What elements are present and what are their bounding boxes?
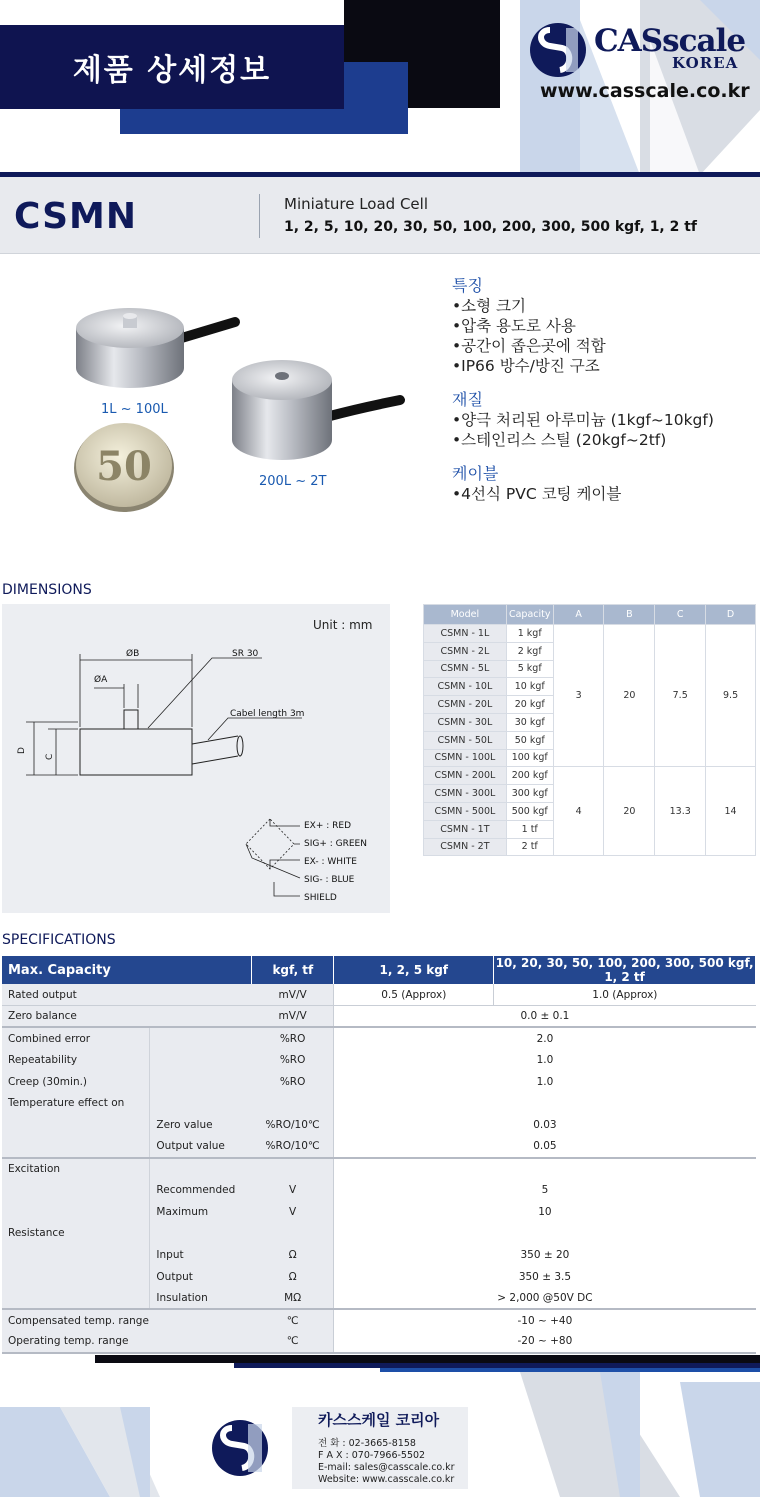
- spec-unit: V: [252, 1179, 334, 1201]
- footer-email[interactable]: E-mail: sales@casscale.co.kr: [318, 1462, 455, 1473]
- spec-row-zero-balance: [2, 1006, 756, 1028]
- spec-value: 0.05: [334, 1136, 756, 1158]
- feature-item: •소형 크기: [452, 297, 526, 315]
- spec-row-oper-temp: [2, 1331, 756, 1353]
- col-d: D: [706, 605, 756, 625]
- cable-heading: 케이블: [452, 464, 499, 483]
- spec-row-output: [2, 1266, 756, 1288]
- features-block: [452, 276, 752, 504]
- spec-value: > 2,000 @50V DC: [334, 1288, 756, 1310]
- spec-value: 350 ± 20: [334, 1244, 756, 1266]
- logo-scale: scale: [662, 23, 746, 59]
- footer-website[interactable]: Website: www.casscale.co.kr: [318, 1474, 455, 1485]
- material-item: •스테인리스 스틸 (20kgf~2tf): [452, 431, 667, 449]
- dim-a-group2: 4: [553, 767, 604, 856]
- logo-korea: KOREA: [672, 54, 739, 72]
- small-load-cell: [76, 308, 184, 388]
- dim-label-phib: ØB: [126, 649, 140, 659]
- capacity-cell: 20 kgf: [506, 696, 553, 714]
- spec-unit: %RO/10℃: [252, 1136, 334, 1158]
- spec-label: Operating temp. range: [2, 1331, 252, 1353]
- spec-row-resistance: [2, 1223, 756, 1245]
- features-heading: 특징: [452, 276, 483, 295]
- spec-label-empty: [2, 1244, 150, 1266]
- capacity-cell: 1 tf: [506, 820, 553, 838]
- spec-row-zero-value: [2, 1114, 756, 1136]
- feature-item: •압축 용도로 사용: [452, 317, 576, 335]
- model-cell: CSMN - 2T: [424, 838, 507, 856]
- wire-sig-minus: SIG- : BLUE: [304, 875, 355, 885]
- model-cell: CSMN - 300L: [424, 785, 507, 803]
- model-cell: CSMN - 30L: [424, 713, 507, 731]
- spec-value: 0.03: [334, 1114, 756, 1136]
- dim-label-sr: SR 30: [232, 649, 259, 659]
- spec-value-empty: [334, 1223, 756, 1245]
- table-row: [424, 625, 756, 643]
- wire-ex-plus: EX+ : RED: [304, 821, 352, 831]
- spec-sub-empty: [150, 1092, 252, 1114]
- spec-sub-empty: [150, 1049, 252, 1071]
- spec-row-excitation: [2, 1158, 756, 1180]
- capacity-cell: 30 kgf: [506, 713, 553, 731]
- logo-cas: CAS: [594, 23, 663, 59]
- product-subtitle: Miniature Load Cell: [284, 195, 428, 213]
- model-cell: CSMN - 2L: [424, 642, 507, 660]
- capacity-cell: 10 kgf: [506, 678, 553, 696]
- dim-b-group1: 20: [604, 625, 655, 767]
- model-cell: CSMN - 1L: [424, 625, 507, 643]
- model-cell: CSMN - 1T: [424, 820, 507, 838]
- spec-value: 350 ± 3.5: [334, 1266, 756, 1288]
- spec-value: 0.5 (Approx): [334, 984, 494, 1006]
- spec-row-comp-temp: [2, 1309, 756, 1331]
- spec-label-empty: [2, 1114, 150, 1136]
- spec-header-large: 10, 20, 30, 50, 100, 200, 300, 500 kgf, 1, 2 tf: [495, 956, 754, 984]
- spec-value: 1.0: [334, 1049, 756, 1071]
- spec-label-empty: [2, 1201, 150, 1223]
- spec-row-insulation: [2, 1288, 756, 1310]
- spec-unit: mV/V: [252, 1006, 334, 1028]
- spec-unit: Ω: [252, 1266, 334, 1288]
- spec-sub-empty: [150, 1027, 252, 1049]
- spec-sublabel: Recommended: [150, 1179, 252, 1201]
- spec-value: 1.0 (Approx): [494, 984, 756, 1006]
- footer-tel: 전 화 : 02-3665-8158: [318, 1438, 416, 1449]
- spec-unit-empty: [252, 1158, 334, 1180]
- feature-item: •IP66 방수/방진 구조: [452, 357, 600, 375]
- spec-sub-empty: [150, 1071, 252, 1093]
- spec-unit: MΩ: [252, 1288, 334, 1310]
- spec-label: Rated output: [2, 984, 252, 1006]
- dimension-drawing: [2, 604, 390, 913]
- spec-row-input: [2, 1244, 756, 1266]
- col-a: A: [553, 605, 604, 625]
- spec-row-recommended: [2, 1179, 756, 1201]
- col-b: B: [604, 605, 655, 625]
- spec-unit: Ω: [252, 1244, 334, 1266]
- capacity-cell: 200 kgf: [506, 767, 553, 785]
- table-row: [424, 767, 756, 785]
- dim-d-group2: 14: [706, 767, 756, 856]
- dim-a-group1: 3: [553, 625, 604, 767]
- spec-value: 5: [334, 1179, 756, 1201]
- spec-label-empty: [2, 1288, 150, 1310]
- footer-company-name: 카스스케일 코리아: [318, 1411, 440, 1429]
- dimension-unit: Unit : mm: [313, 618, 373, 632]
- dim-label-c: C: [45, 753, 55, 760]
- spec-label: Excitation: [2, 1158, 150, 1180]
- model-dimension-table: [423, 604, 756, 856]
- dim-c-group1: 7.5: [655, 625, 706, 767]
- label-large-range: 200L ~ 2T: [259, 474, 327, 489]
- cas-logo-icon: [528, 22, 592, 78]
- capacity-cell: 500 kgf: [506, 802, 553, 820]
- model-cell: CSMN - 10L: [424, 678, 507, 696]
- spec-value-empty: [334, 1092, 756, 1114]
- product-bar-divider: [259, 194, 260, 238]
- footer-bar-blue: [380, 1368, 760, 1372]
- spec-label: Resistance: [2, 1223, 150, 1245]
- spec-row-maximum: [2, 1201, 756, 1223]
- capacity-cell: 1 kgf: [506, 625, 553, 643]
- dim-d-group1: 9.5: [706, 625, 756, 767]
- spec-row-repeatability: [2, 1049, 756, 1071]
- spec-value-empty: [334, 1158, 756, 1180]
- spec-value: 0.0 ± 0.1: [334, 1006, 756, 1028]
- spec-unit: mV/V: [252, 984, 334, 1006]
- model-cell: CSMN - 100L: [424, 749, 507, 767]
- spec-label-empty: [2, 1179, 150, 1201]
- spec-sublabel: Input: [150, 1244, 252, 1266]
- spec-unit: %RO: [252, 1071, 334, 1093]
- footer-cas-logo-icon: [208, 1418, 272, 1478]
- col-c: C: [655, 605, 706, 625]
- capacity-cell: 5 kgf: [506, 660, 553, 678]
- spec-label-empty: [2, 1136, 150, 1158]
- capacity-cell: 50 kgf: [506, 731, 553, 749]
- spec-row-creep: [2, 1071, 756, 1093]
- spec-value: -20 ~ +80: [334, 1331, 756, 1353]
- spec-value: 2.0: [334, 1027, 756, 1049]
- spec-unit-empty: [252, 1092, 334, 1114]
- footer-bar-black: [95, 1355, 760, 1363]
- spec-unit: %RO: [252, 1049, 334, 1071]
- footer-fax: F A X : 070-7966-5502: [318, 1450, 426, 1461]
- spec-label: Zero balance: [2, 1006, 252, 1028]
- spec-unit-empty: [252, 1223, 334, 1245]
- capacity-cell: 2 kgf: [506, 642, 553, 660]
- dim-c-group2: 13.3: [655, 767, 706, 856]
- capacity-cell: 2 tf: [506, 838, 553, 856]
- material-item: •양극 처리된 아루미늄 (1kgf~10kgf): [452, 411, 714, 429]
- spec-label: Temperature effect on: [2, 1092, 150, 1114]
- spec-label-empty: [2, 1266, 150, 1288]
- spec-header-row: [2, 956, 756, 984]
- spec-row-temp-effect: [2, 1092, 756, 1114]
- feature-item: •공간이 좁은곳에 적합: [452, 337, 606, 355]
- spec-unit: ℃: [252, 1331, 334, 1353]
- dim-label-cable: Cabel length 3m: [230, 709, 305, 719]
- product-model: CSMN: [14, 196, 137, 237]
- specifications-title: SPECIFICATIONS: [2, 932, 116, 948]
- material-heading: 재질: [452, 390, 483, 409]
- spec-label: Creep (30min.): [2, 1071, 150, 1093]
- spec-unit: V: [252, 1201, 334, 1223]
- spec-sublabel: Output value: [150, 1136, 252, 1158]
- spec-row-rated-output: [2, 984, 756, 1006]
- spec-unit: ℃: [252, 1309, 334, 1331]
- spec-sublabel: Output: [150, 1266, 252, 1288]
- spec-header-small: 1, 2, 5 kgf: [334, 956, 494, 984]
- spec-sublabel: Zero value: [150, 1114, 252, 1136]
- spec-sublabel: Insulation: [150, 1288, 252, 1310]
- model-table-header: [424, 605, 756, 625]
- website-link[interactable]: www.casscale.co.kr: [540, 80, 750, 102]
- spec-value: 1.0: [334, 1071, 756, 1093]
- cable-item: •4선식 PVC 코팅 케이블: [452, 485, 622, 503]
- page-title: 제품 상세정보: [72, 53, 272, 88]
- capacity-cell: 300 kgf: [506, 785, 553, 803]
- model-cell: CSMN - 50L: [424, 731, 507, 749]
- spec-sublabel: Maximum: [150, 1201, 252, 1223]
- spec-unit: %RO/10℃: [252, 1114, 334, 1136]
- spec-header-unit: kgf, tf: [252, 956, 334, 984]
- wire-sig-plus: SIG+ : GREEN: [304, 839, 367, 849]
- model-cell: CSMN - 20L: [424, 696, 507, 714]
- spec-value: -10 ~ +40: [334, 1309, 756, 1331]
- logo-wordmark: [594, 23, 746, 59]
- spec-value: 10: [334, 1201, 756, 1223]
- product-capacity-range: 1, 2, 5, 10, 20, 30, 50, 100, 200, 300, 500 kgf, 1, 2 tf: [284, 219, 698, 235]
- wire-shield: SHIELD: [304, 893, 337, 903]
- model-cell: CSMN - 200L: [424, 767, 507, 785]
- large-load-cell: [232, 360, 332, 460]
- dim-b-group2: 20: [604, 767, 655, 856]
- spec-sub-empty: [150, 1158, 252, 1180]
- spec-label: Compensated temp. range: [2, 1309, 252, 1331]
- capacity-cell: 100 kgf: [506, 749, 553, 767]
- spec-sub-empty: [150, 1223, 252, 1245]
- model-cell: CSMN - 5L: [424, 660, 507, 678]
- large-cell-cable: [330, 400, 400, 416]
- spec-header-capacity: Max. Capacity: [2, 956, 252, 984]
- spec-row-combined-error: [2, 1027, 756, 1049]
- model-cell: CSMN - 500L: [424, 802, 507, 820]
- spec-row-output-value: [2, 1136, 756, 1158]
- spec-unit: %RO: [252, 1027, 334, 1049]
- label-small-range: 1L ~ 100L: [101, 402, 168, 417]
- wire-ex-minus: EX- : WHITE: [304, 857, 357, 867]
- coin-50: [74, 423, 174, 512]
- dimensions-title: DIMENSIONS: [2, 582, 92, 598]
- coin-number: 50: [96, 443, 152, 490]
- col-capacity: Capacity: [506, 605, 553, 625]
- col-model: Model: [424, 605, 507, 625]
- spec-label: Combined error: [2, 1027, 150, 1049]
- dim-label-d: D: [17, 747, 27, 754]
- dim-label-phia: ØA: [94, 675, 108, 685]
- specifications-table: [2, 956, 756, 1354]
- spec-label: Repeatability: [2, 1049, 150, 1071]
